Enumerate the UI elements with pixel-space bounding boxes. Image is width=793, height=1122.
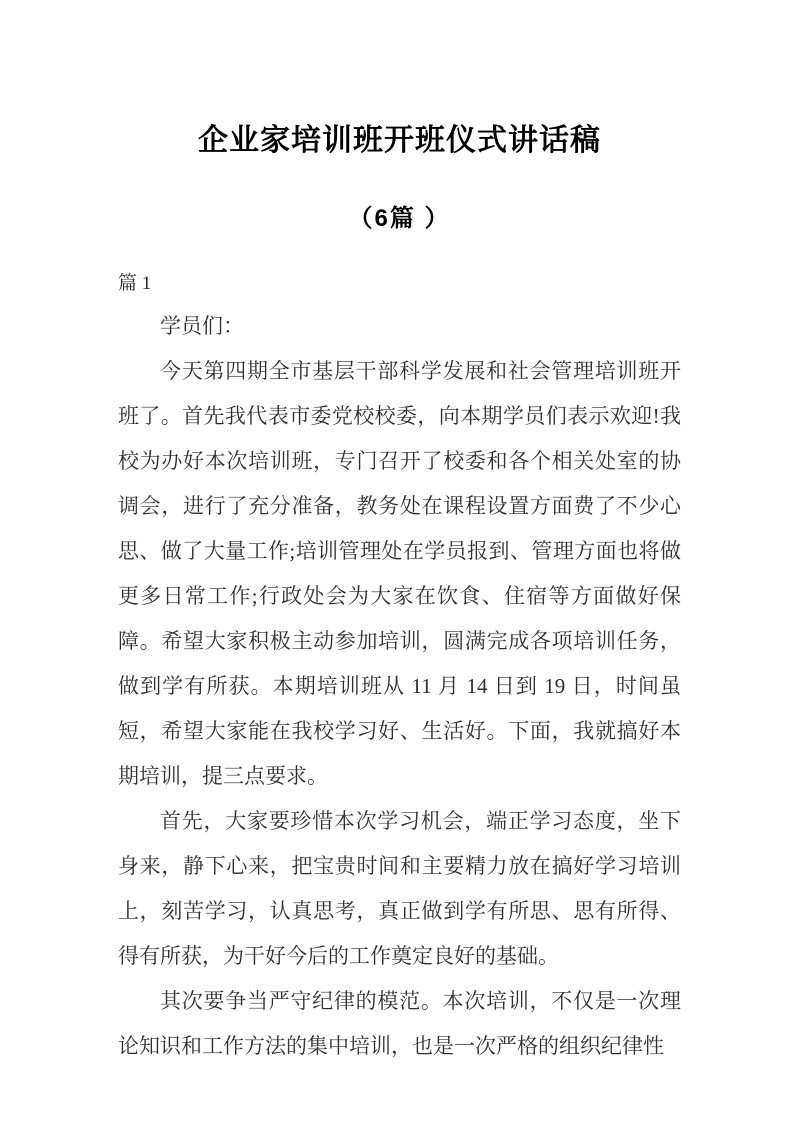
paragraph: 首先，大家要珍惜本次学习机会，端正学习态度，坐下身来，静下心来，把宝贵时间和主要精力放在搞好学习培训上，刻苦学习，认真思考，真正做到学有所思、思有所得、得有所获，为干好今后的工作奠定良好的基础。: [118, 809, 681, 968]
document-subtitle: （6篇 ）: [348, 205, 451, 232]
paragraph-salutation: 学员们：: [160, 314, 244, 338]
document-title: 企业家培训班开班仪式讲话稿: [198, 124, 601, 157]
paragraph: 其次要争当严守纪律的模范。本次培训，不仅是一次理论知识和工作方法的集中培训，也是一次严格的组织纪律性: [118, 989, 681, 1058]
document-body: [118, 304, 681, 1069]
section-label: 篇 1: [118, 273, 152, 294]
paragraph: 今天第四期全市基层干部科学发展和社会管理培训班开班了。首先我代表市委党校校委，向本期学员们表示欢迎!我校为办好本次培训班，专门召开了校委和各个相关处室的协调会，进行了充分准备，教务处在课程设置方面费了不少心思、做了大量工作;培训管理处在学员报到、管理方面也将做更多日常工作;行政处会为大家在饮食、住宿等方面做好保障。希望大家积极主动参加培训，圆满完成各项培训任务，做到学有所获。本期培训班从 11 月 14 日到 19 日，时间虽短，希望大家能在我校学习好、生活好。下面，我就搞好本期培训，提三点要求。: [118, 359, 681, 788]
